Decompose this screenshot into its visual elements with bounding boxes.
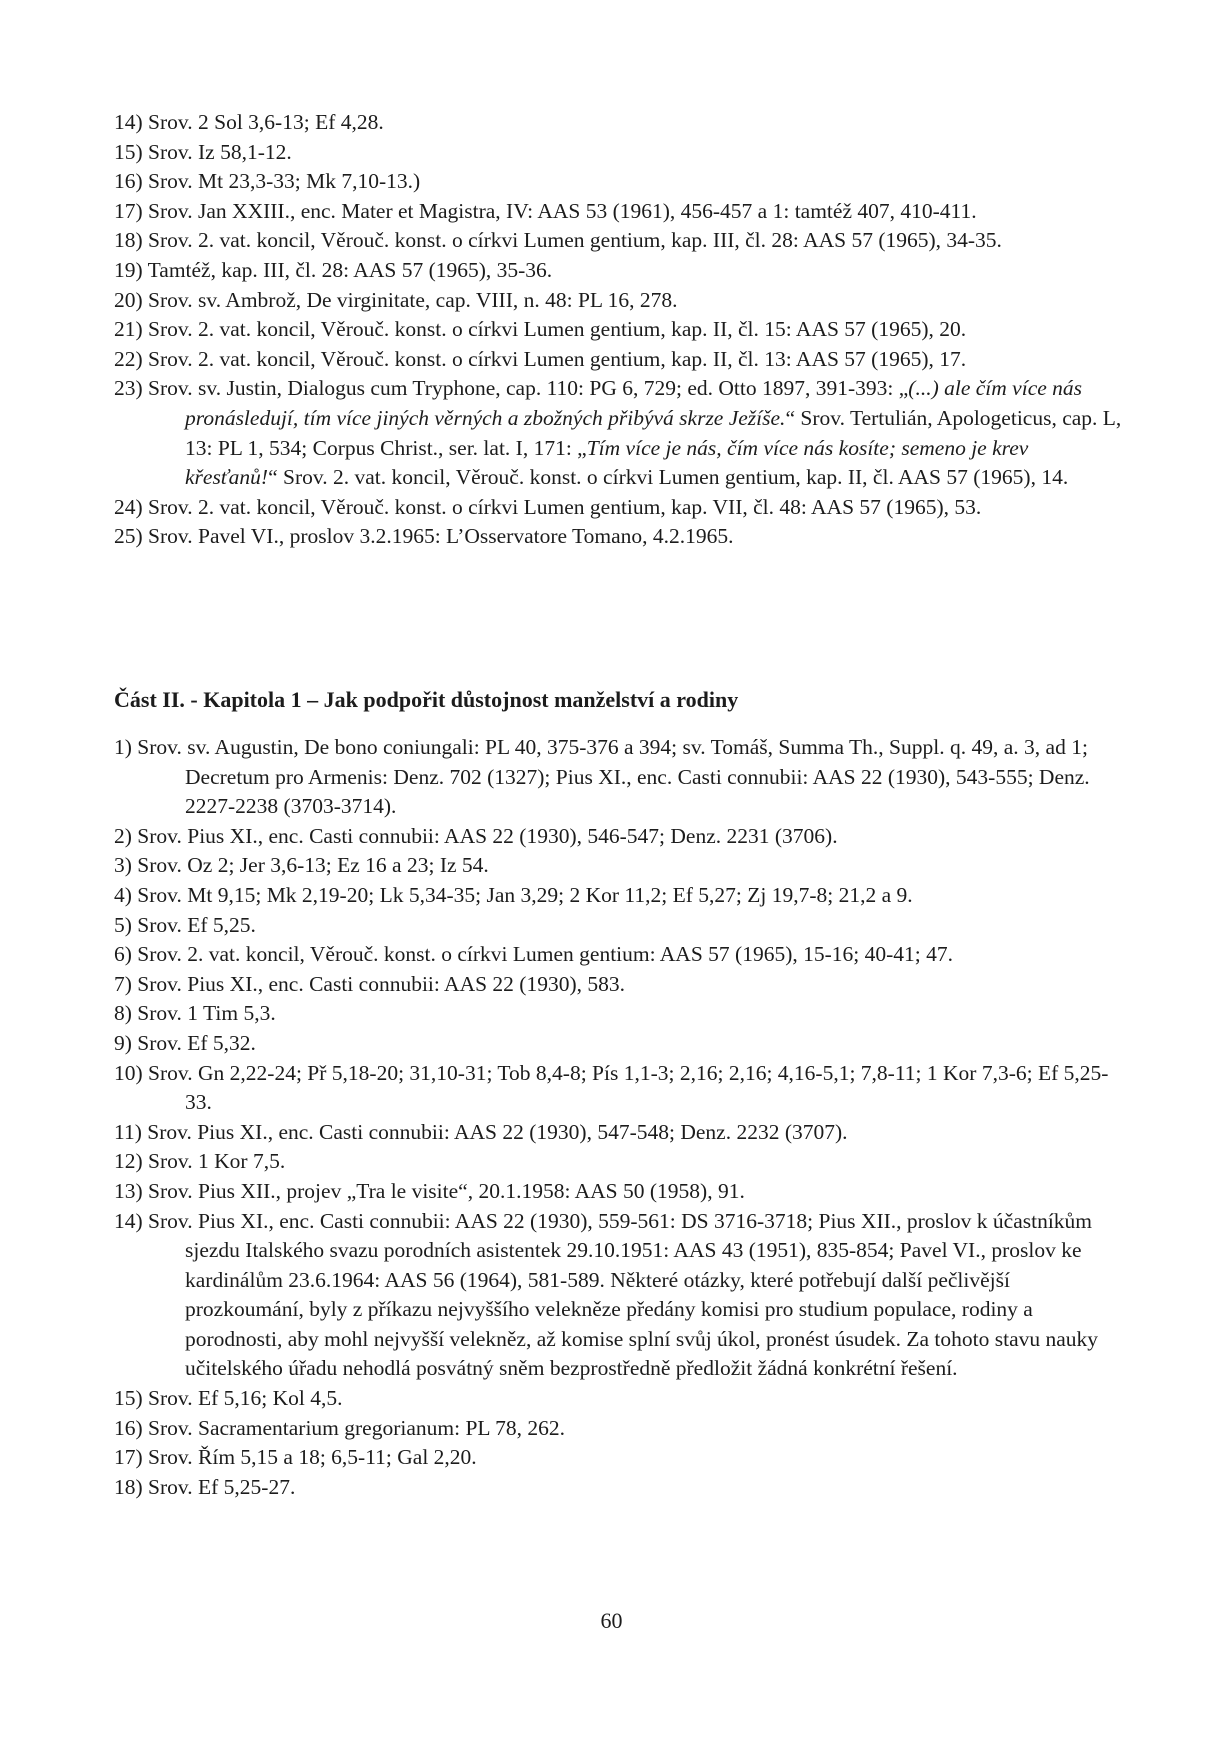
endnote: [114, 226, 1124, 256]
endnote-text: 15) Srov. Ef 5,16; Kol 4,5.: [114, 1386, 343, 1411]
endnote-text: 17) Srov. Řím 5,15 a 18; 6,5-11; Gal 2,20.: [114, 1445, 477, 1470]
endnote-text: 18) Srov. 2. vat. koncil, Věrouč. konst. o církvi Lumen gentium, kap. III, čl. 28: AAS 57 (1965), 34-35.: [114, 228, 1002, 253]
endnote: [114, 822, 1124, 852]
endnotes-list-part1: [114, 108, 1124, 552]
endnote-text: 5) Srov. Ef 5,25.: [114, 912, 256, 937]
endnotes-list-part2: [114, 733, 1124, 1502]
endnote-text: 3) Srov. Oz 2; Jer 3,6-13; Ez 16 a 23; Iz 54.: [114, 853, 489, 878]
endnote-text: 17) Srov. Jan XXIII., enc. Mater et Magistra, IV: AAS 53 (1961), 456-457 a 1: tamtéž 407, 410-411.: [114, 198, 977, 223]
endnote-text: “ Srov. Tertulián, Apologeticus, cap. L, 13: PL 1, 534; Corpus Christ., ser. lat. I, 171: „: [185, 405, 1122, 460]
endnote-text: 8) Srov. 1 Tim 5,3.: [114, 1001, 276, 1026]
endnote: [114, 1177, 1124, 1207]
page-number: 60: [600, 1608, 623, 1633]
endnote-text: 24) Srov. 2. vat. koncil, Věrouč. konst. o církvi Lumen gentium, kap. VII, čl. 48: AAS 57 (1965), 53.: [114, 494, 982, 519]
endnote-text: 4) Srov. Mt 9,15; Mk 2,19-20; Lk 5,34-35; Jan 3,29; 2 Kor 11,2; Ef 5,27; Zj 19,7-8; 21,2 a 9.: [114, 882, 913, 907]
endnote: [114, 970, 1124, 1000]
endnote-text: 18) Srov. Ef 5,25-27.: [114, 1474, 296, 1499]
endnote-text: 1) Srov. sv. Augustin, De bono coniungali: PL 40, 375-376 a 394; sv. Tomáš, Summa Th., Suppl. q. 49, a. 3, ad 1; Decretum pro Armenis: Denz. 702 (1327); Pius XI., enc. Casti connubii: AAS 22 (1930), 543-555; Denz. 2227-2238 (3703-3714).: [114, 735, 1090, 819]
endnote: [114, 493, 1124, 523]
endnote: [114, 1118, 1124, 1148]
endnote: [114, 345, 1124, 375]
endnote: [114, 197, 1124, 227]
endnote: [114, 286, 1124, 316]
endnote: [114, 1207, 1124, 1385]
endnote-text: 13) Srov. Pius XII., projev „Tra le visite“, 20.1.1958: AAS 50 (1958), 91.: [114, 1178, 745, 1203]
endnote: [114, 374, 1124, 492]
endnote-text: 22) Srov. 2. vat. koncil, Věrouč. konst. o církvi Lumen gentium, kap. II, čl. 13: AAS 57 (1965), 17.: [114, 346, 967, 371]
endnote: [114, 1414, 1124, 1444]
endnote: [114, 167, 1124, 197]
endnote: [114, 138, 1124, 168]
endnote-text: 11) Srov. Pius XI., enc. Casti connubii: AAS 22 (1930), 547-548; Denz. 2232 (3707).: [114, 1119, 848, 1144]
endnote: [114, 1029, 1124, 1059]
endnote: [114, 256, 1124, 286]
endnote-quote-italic: (...) ale čím více nás pronásledují, tím více jiných věrných a zbožných přibývá skrze Ježíše.: [185, 376, 1083, 430]
endnote: [114, 851, 1124, 881]
endnote-text: 9) Srov. Ef 5,32.: [114, 1030, 256, 1055]
endnote: [114, 522, 1124, 552]
endnote-text: “ Srov. 2. vat. koncil, Věrouč. konst. o církvi Lumen gentium, kap. II, čl. AAS 57 (1965), 14.: [268, 465, 1069, 490]
endnote: [114, 315, 1124, 345]
endnote-text: 21) Srov. 2. vat. koncil, Věrouč. konst. o církvi Lumen gentium, kap. II, čl. 15: AAS 57 (1965), 20.: [114, 317, 967, 342]
endnote: [114, 1473, 1124, 1503]
endnote-text: 14) Srov. 2 Sol 3,6-13; Ef 4,28.: [114, 110, 384, 134]
endnote-text: 20) Srov. sv. Ambrož, De virginitate, cap. VIII, n. 48: PL 16, 278.: [114, 287, 678, 312]
endnote-text: 16) Srov. Mt 23,3-33; Mk 7,10-13.): [114, 169, 421, 194]
endnote-text: 12) Srov. 1 Kor 7,5.: [114, 1149, 286, 1174]
endnote-text: 15) Srov. Iz 58,1-12.: [114, 139, 292, 164]
endnote-text: 23) Srov. sv. Justin, Dialogus cum Tryphone, cap. 110: PG 6, 729; ed. Otto 1897, 391-393: „: [114, 376, 909, 401]
endnote: [114, 1059, 1124, 1118]
endnote-text: 14) Srov. Pius XI., enc. Casti connubii: AAS 22 (1930), 559-561: DS 3716-3718; Pius XII., proslov k účastníkům sjezdu Italského svazu porodních asistentek 29.10.1951: AAS 43 (1951), 835-854; Pavel VI., proslov ke kardinálům 23.6.1964: AAS 56 (1964), 581-589. Některé otázky, které potřebují další pečlivější prozkoumání, byly z příkazu nejvyššího velekněze předány komisi pro studium populace, rodiny a porodnosti, aby mohl nejvyšší velekněz, až komise splní svůj úkol, pronést úsudek. Za tohoto stavu nauky učitelského úřadu nehodlá posvátný sněm bezprostředně předložit žádná konkrétní řešení.: [114, 1208, 1099, 1381]
endnote-text: 16) Srov. Sacramentarium gregorianum: PL 78, 262.: [114, 1415, 566, 1440]
endnote: [114, 108, 1124, 138]
section-heading: Část II. - Kapitola 1 – Jak podpořit důstojnost manželství a rodiny: [114, 687, 739, 712]
endnote-text: 10) Srov. Gn 2,22-24; Př 5,18-20; 31,10-31; Tob 8,4-8; Pís 1,1-3; 2,16; 2,16; 4,16-5,1; 7,8-11; 1 Kor 7,3-6; Ef 5,25-33.: [114, 1060, 1109, 1115]
endnote-text: 7) Srov. Pius XI., enc. Casti connubii: AAS 22 (1930), 583.: [114, 971, 626, 996]
endnote: [114, 881, 1124, 911]
endnote: [114, 1147, 1124, 1177]
endnote-text: 6) Srov. 2. vat. koncil, Věrouč. konst. o církvi Lumen gentium: AAS 57 (1965), 15-16; 40-41; 47.: [114, 942, 954, 967]
endnote-text: 19) Tamtéž, kap. III, čl. 28: AAS 57 (1965), 35-36.: [114, 257, 553, 282]
endnote: [114, 733, 1124, 822]
endnote: [114, 1384, 1124, 1414]
endnote: [114, 1443, 1124, 1473]
endnote: [114, 911, 1124, 941]
endnote: [114, 940, 1124, 970]
endnote-text: 25) Srov. Pavel VI., proslov 3.2.1965: L’Osservatore Tomano, 4.2.1965.: [114, 524, 734, 549]
endnote: [114, 999, 1124, 1029]
endnote-text: 2) Srov. Pius XI., enc. Casti connubii: AAS 22 (1930), 546-547; Denz. 2231 (3706).: [114, 823, 838, 848]
endnote-quote-italic: Tím více je nás, čím více nás kosíte; semeno je krev křesťanů!: [185, 435, 1029, 490]
